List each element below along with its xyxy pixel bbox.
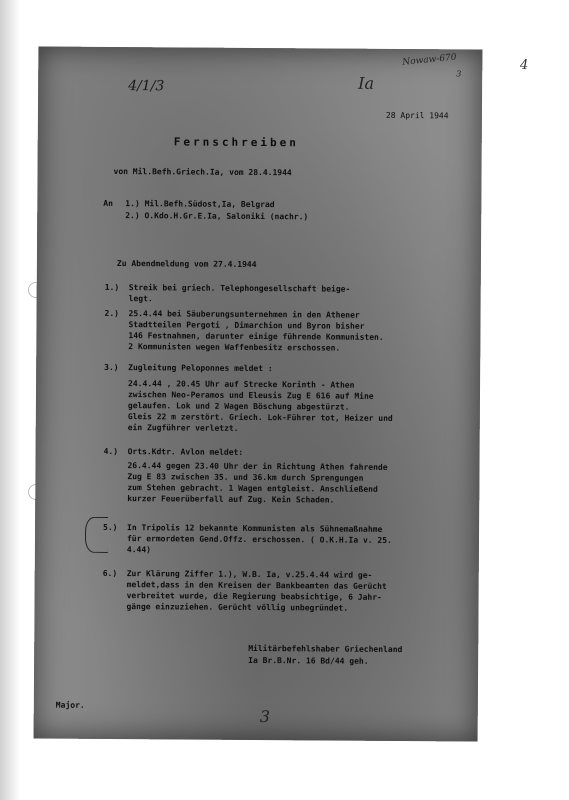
item-line: Streik bei griech. Telephongesellschaft beige- xyxy=(128,283,351,294)
recipients-label: An xyxy=(103,198,113,208)
archive-reference: Nowaw-670 xyxy=(401,52,457,68)
recipient-2: 2.) O.Kdo.H.Gr.E.Ia, Saloniki (nachr.) xyxy=(125,211,309,222)
item-line: für ermordeten Gend.Offz. erschossen. ( O.K.H.Ia v. 25. xyxy=(126,534,392,545)
item-number: 3.) xyxy=(104,362,119,373)
item-line: ein Zugführer verletzt. xyxy=(127,423,239,433)
intro-line: Zu Abendmeldung vom 27.4.1944 xyxy=(116,259,257,269)
item-line: 24.4.44 , 20.45 Uhr auf Strecke Korinth - Athen xyxy=(128,379,355,390)
stamp-mark: Ia xyxy=(358,73,375,93)
item-number: 4.) xyxy=(103,446,119,457)
item-line: zum Stehen gebracht. 1 Wagen entgleist. Anschließend xyxy=(127,483,378,494)
item-number: 1.) xyxy=(104,282,120,293)
date-stamp: 28 April 1944 xyxy=(385,110,449,121)
item-line: 26.4.44 gegen 23.40 Uhr der in Richtung Athen fahrende xyxy=(127,461,388,472)
item-line: Stadtteilen Pergoti , Dimarchion und Byron bisher xyxy=(128,320,365,331)
sender-line: von Mil.Befh.Griech.Ia, vom 28.4.1944 xyxy=(113,166,292,178)
scan-edge xyxy=(0,0,20,800)
item-line: legt. xyxy=(128,294,153,304)
item-line: Zug E 83 zwischen 35. und 36.km durch Sprengungen xyxy=(127,472,364,483)
item-line: 2 Kommunisten wegen Waffenbesitz erschossen. xyxy=(128,342,341,353)
signature-line: Ia Br.B.Nr. 16 Bd/44 geh. xyxy=(248,655,369,666)
item-line: 4.44) xyxy=(126,545,152,555)
item-number: 6.) xyxy=(102,568,118,579)
item-line: gänge einzuziehen. Gerücht völlig unbegründet. xyxy=(126,602,349,613)
item-line: 25.4.44 bei Säuberungsunternehmen in den Athener xyxy=(128,309,360,320)
item-line: gelaufen. Lok und 2 Wagen Böschung abgestürzt. xyxy=(127,401,350,412)
document-scan xyxy=(34,46,483,741)
item-line: Zur Klärung Ziffer 1.), W.B. Ia, v.25.4.44 wird ge- xyxy=(126,569,373,580)
bottom-mark: 3 xyxy=(259,707,271,727)
handwritten-reference: 4/1/3 xyxy=(128,78,165,95)
item-line: Gleis 22 m zerstört. Griech. Lok-Führer tot, Heizer und xyxy=(127,412,393,423)
item-number: 5.) xyxy=(103,522,118,533)
item-line: verbreitet wurde, die Regierung beabsichtige, 6 Jahr- xyxy=(126,591,382,602)
signature-line: Militärbefehlshaber Griechenland xyxy=(248,643,403,655)
item-number: 2.) xyxy=(104,308,120,319)
page-number: 4 xyxy=(520,58,529,73)
item-line: 146 Festnahmen, darunter einige führende Kommunisten. xyxy=(128,331,384,342)
item-line: meldet,dass in den Kreisen der Bankbeamten das Gerücht xyxy=(126,580,387,591)
item-line: kurzer Feuerüberfall auf Zug. Kein Schaden. xyxy=(127,494,335,505)
item-line: In Tripolis 12 bekannte Kommunisten als Sühnemaßnahme xyxy=(127,523,383,534)
recipient-1: 1.) Mil.Befh.Südost,Ia, Belgrad xyxy=(125,199,275,210)
item-line: Zugleitung Peloponnes meldet : xyxy=(128,363,273,374)
item-line: Orts.Kdtr. Avlon meldet: xyxy=(127,447,244,457)
item-line: zwischen Neo-Peramos und Eleusis Zug E 616 auf Mine xyxy=(127,390,374,401)
archive-reference-suffix: 3 xyxy=(456,69,462,79)
signer: Major. xyxy=(55,700,85,710)
document-title: Fernschreiben xyxy=(173,135,299,150)
